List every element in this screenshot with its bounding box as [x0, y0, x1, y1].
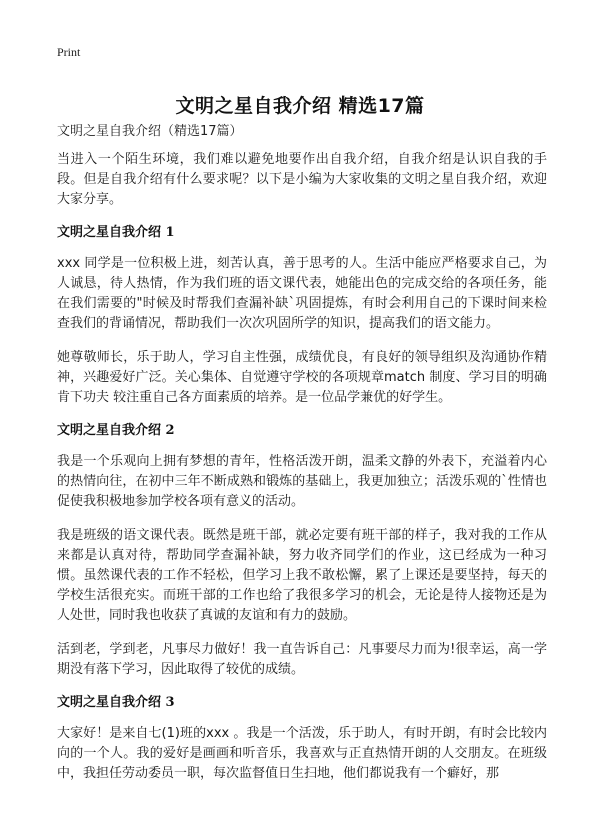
section-heading: 文明之星自我介绍 2	[57, 423, 175, 438]
section-paragraph: 活到老，学到老，凡事尽力做好！我一直告诉自己：凡事要尽力而为!很幸运，高一学期没有落下学习，因此取得了较优的成绩。	[57, 642, 547, 677]
section-paragraph: 大家好！是来自七(1)班的xxx 。我是一个活泼，乐于助人，有时开朗，有时会比较内向的一个人。我的爱好是画画和听音乐，我喜欢与正直热情开朗的人交朋友。在班级中，我担任劳动委员一职，每次监督值日生扫地，他们都说我有一个癖好，那	[57, 726, 547, 781]
section-heading: 文明之星自我介绍 1	[57, 225, 175, 240]
section-paragraph: 我是班级的语文课代表。既然是班干部，就必定要有班干部的样子，我对我的工作从来都是认真对待，帮助同学查漏补缺，努力收齐同学们的作业，这已经成为一种习惯。虽然课代表的工作不轻松，但学习上我不敢松懈，累了上课还是要坚持，每天的学校生活很充实。而班干部的工作也给了我很多学习的机会，无论是待人接物还是为人处世，同时我也收获了真诚的友谊和有力的鼓励。	[57, 528, 547, 623]
section-paragraph: 她尊敬师长，乐于助人，学习自主性强，成绩优良，有良好的领导组织及沟通协作精神，兴趣爱好广泛。关心集体、自觉遵守学校的各项规章match 制度、学习目的明确肯下功夫 较注重自己各方面素质的培养。是一位品学兼优的好学生。	[57, 350, 547, 405]
section-paragraph: 我是一个乐观向上拥有梦想的青年，性格活泼开朗，温柔文静的外表下，充溢着内心的热情向往，在初中三年不断成熟和锻炼的基础上，我更加独立；活泼乐观的`性情也促使我积极地参加学校各项有意义的活动。	[57, 454, 547, 509]
document-subtitle: 文明之星自我介绍（精选17篇）	[57, 124, 243, 139]
intro-paragraph: 当进入一个陌生环境，我们难以避免地要作出自我介绍，自我介绍是认识自我的手段。但是自我介绍有什么要求呢？以下是小编为大家收集的文明之星自我介绍，欢迎大家分享。	[57, 152, 547, 207]
print-link[interactable]: Print	[57, 45, 81, 59]
section-paragraph: xxx 同学是一位积极上进，刻苦认真，善于思考的人。生活中能应严格要求自己，为人诚恳，待人热情，作为我们班的语文课代表，她能出色的完成交给的各项任务，能在我们需要的"时候及时帮我们查漏补缺`巩固提炼，有时会利用自己的下课时间来检查我们的背诵情况，帮助我们一次次巩固所学的知识，提高我们的语文能力。	[57, 256, 547, 331]
section-heading: 文明之星自我介绍 3	[57, 695, 175, 710]
document-title: 文明之星自我介绍 精选17篇	[175, 94, 425, 117]
article-body	[57, 150, 547, 798]
